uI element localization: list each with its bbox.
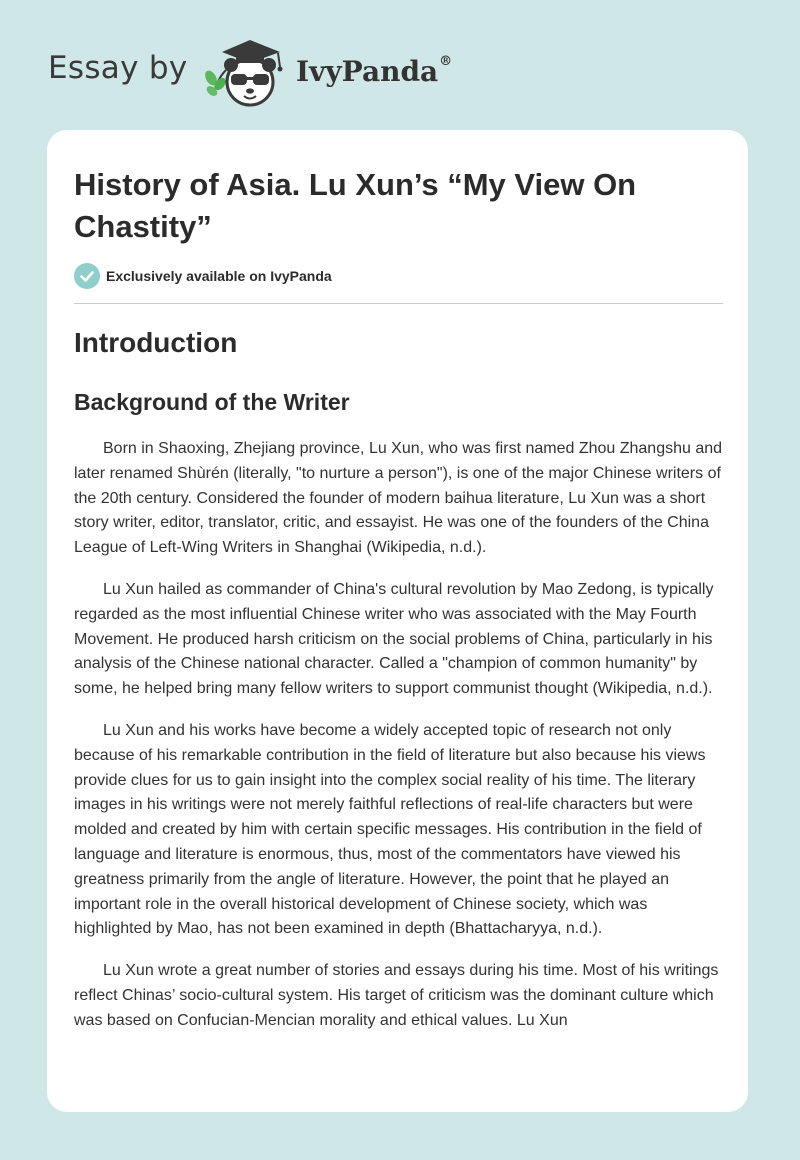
check-circle-icon: [74, 263, 100, 289]
brand-prefix: Essay by: [48, 50, 188, 86]
brand-name-text: IvyPanda: [296, 55, 439, 88]
essay-title: History of Asia. Lu Xun’s “My View On Chastity”: [74, 167, 637, 244]
paragraph: Born in Shaoxing, Zhejiang province, Lu Xun, who was first named Zhou Zhangshu and later renamed Shùrén (literally, "to nurture a person"), is one of the major Chinese writers of the 20th century. Considered the founder of modern baihua literature, Lu Xun was a short story writer, editor, translator, critic, and essayist. He was one of the founders of the China League of Left-Wing Writers in Shanghai (Wikipedia, n.d.).: [74, 440, 723, 557]
paragraph: Lu Xun wrote a great number of stories and essays during his time. Most of his writings reflect Chinas’ socio-cultural system. His target of criticism was the dominant culture which was based on Confucian-Mencian morality and ethical values. Lu Xun: [74, 962, 719, 1029]
brand-name[interactable]: [296, 55, 452, 88]
graduate-panda-icon[interactable]: [200, 36, 292, 108]
subsection-heading: Background of the Writer: [74, 389, 350, 415]
exclusive-badge: [74, 263, 332, 289]
badge-text: Exclusively available on IvyPanda: [106, 268, 332, 284]
section-heading: Introduction: [74, 327, 238, 358]
site-header: [0, 0, 800, 128]
essay-card: [47, 130, 748, 1112]
article-body: [74, 437, 724, 1051]
registered-mark: ®: [439, 53, 453, 69]
paragraph: Lu Xun and his works have become a widely accepted topic of research not only because of his remarkable contribution in the field of literature but also because his views provide clues for us to gain insight into the complex social reality of his time. The literary images in his writings were not merely faithful reflections of real-life characters but were molded and created by him with certain specific messages. His contribution in the field of language and literature is enormous, thus, most of the commentators have viewed his greatness primarily from the angle of literature. However, the point that he played an important role in the overall historical development of Chinese society, which was highlighted by Mao, has not been examined in depth (Bhattacharyya, n.d.).: [74, 721, 706, 938]
paragraph: Lu Xun hailed as commander of China's cultural revolution by Mao Zedong, is typically regarded as the most influential Chinese writer who was associated with the May Fourth Movement. He produced harsh criticism on the social problems of China, particularly in his analysis of the Chinese national character. Called a "champion of common humanity" by some, he helped bring many fellow writers to support communist thought (Wikipedia, n.d.).: [74, 580, 714, 698]
divider: [74, 303, 723, 304]
